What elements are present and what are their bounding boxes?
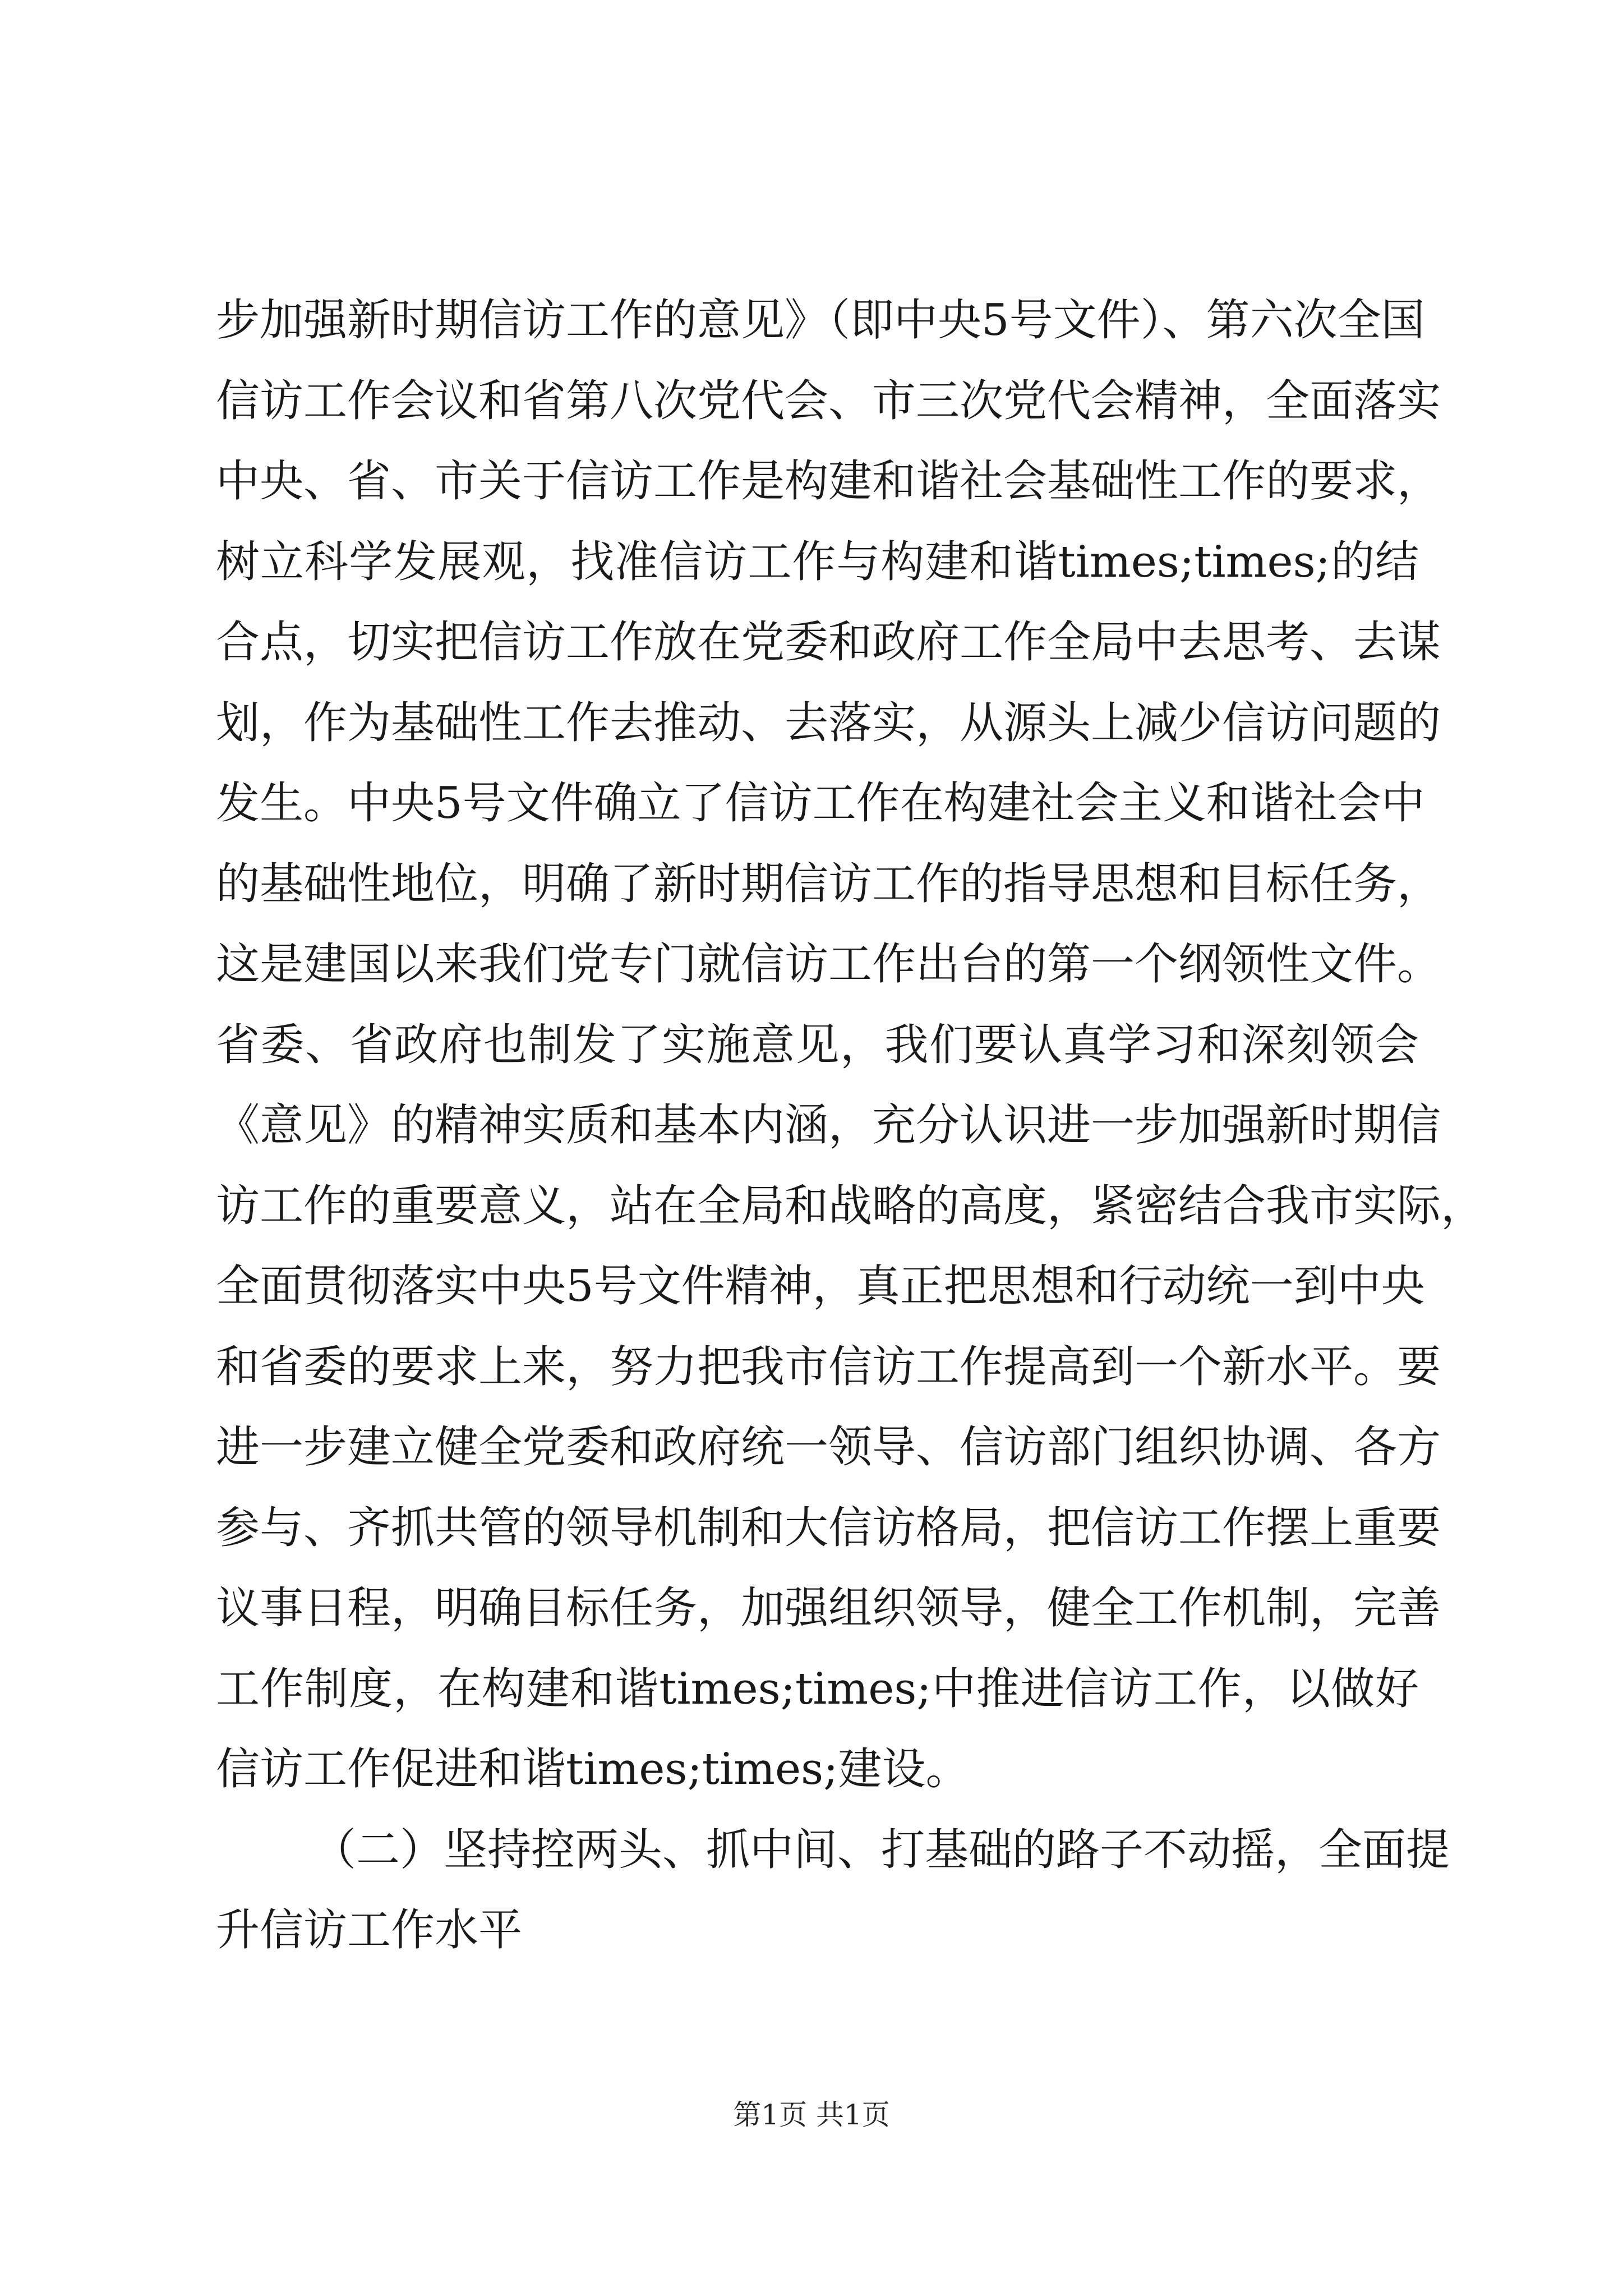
paragraph-line: 信访工作会议和省第八次党代会、市三次党代会精神，全面落实 — [216, 375, 1441, 426]
page-footer: 第1页 共1页 — [733, 2099, 890, 2131]
paragraph-line: 参与、齐抓共管的领导机制和大信访格局，把信访工作摆上重要 — [216, 1502, 1441, 1553]
paragraph-line: 合点，切实把信访工作放在党委和政府工作全局中去思考、去谋 — [216, 617, 1441, 668]
paragraph-line: 中央、省、市关于信访工作是构建和谐社会基础性工作的要求， — [216, 456, 1441, 507]
paragraph-line: 划，作为基础性工作去推动、去落实，从源头上减少信访问题的 — [216, 697, 1441, 748]
paragraph-line: 信访工作促进和谐times;times;建设。 — [216, 1744, 970, 1795]
paragraph-line: 《意见》的精神实质和基本内涵，充分认识进一步加强新时期信 — [216, 1100, 1441, 1151]
paragraph-line: 和省委的要求上来，努力把我市信访工作提高到一个新水平。要 — [216, 1341, 1441, 1392]
paragraph-line: 树立科学发展观，找准信访工作与构建和谐times;times;的结 — [216, 536, 1419, 587]
paragraph-line: 全面贯彻落实中央5号文件精神，真正把思想和行动统一到中央 — [216, 1261, 1425, 1312]
paragraph-line: 进一步建立健全党委和政府统一领导、信访部门组织协调、各方 — [216, 1422, 1441, 1473]
document-body — [216, 280, 1485, 1971]
paragraph-line: 发生。中央5号文件确立了信访工作在构建社会主义和谐社会中 — [216, 778, 1425, 829]
paragraph-line: 议事日程，明确目标任务，加强组织领导，健全工作机制，完善 — [216, 1583, 1441, 1634]
paragraph-line: 这是建国以来我们党专门就信访工作出台的第一个纲领性文件。 — [216, 939, 1441, 990]
section-heading-line: （二）坚持控两头、抓中间、打基础的路子不动摇，全面提 — [312, 1824, 1450, 1875]
section-heading-line: 升信访工作水平 — [216, 1905, 523, 1955]
paragraph-line: 步加强新时期信访工作的意见》（即中央5号文件）、第六次全国 — [216, 295, 1425, 346]
paragraph-line: 省委、省政府也制发了实施意见，我们要认真学习和深刻领会 — [216, 1019, 1419, 1070]
paragraph-line: 访工作的重要意义，站在全局和战略的高度，紧密结合我市实际， — [216, 1180, 1485, 1231]
paragraph-line: 工作制度，在构建和谐times;times;中推进信访工作，以做好 — [216, 1663, 1419, 1714]
paragraph-line: 的基础性地位，明确了新时期信访工作的指导思想和目标任务， — [216, 858, 1441, 909]
